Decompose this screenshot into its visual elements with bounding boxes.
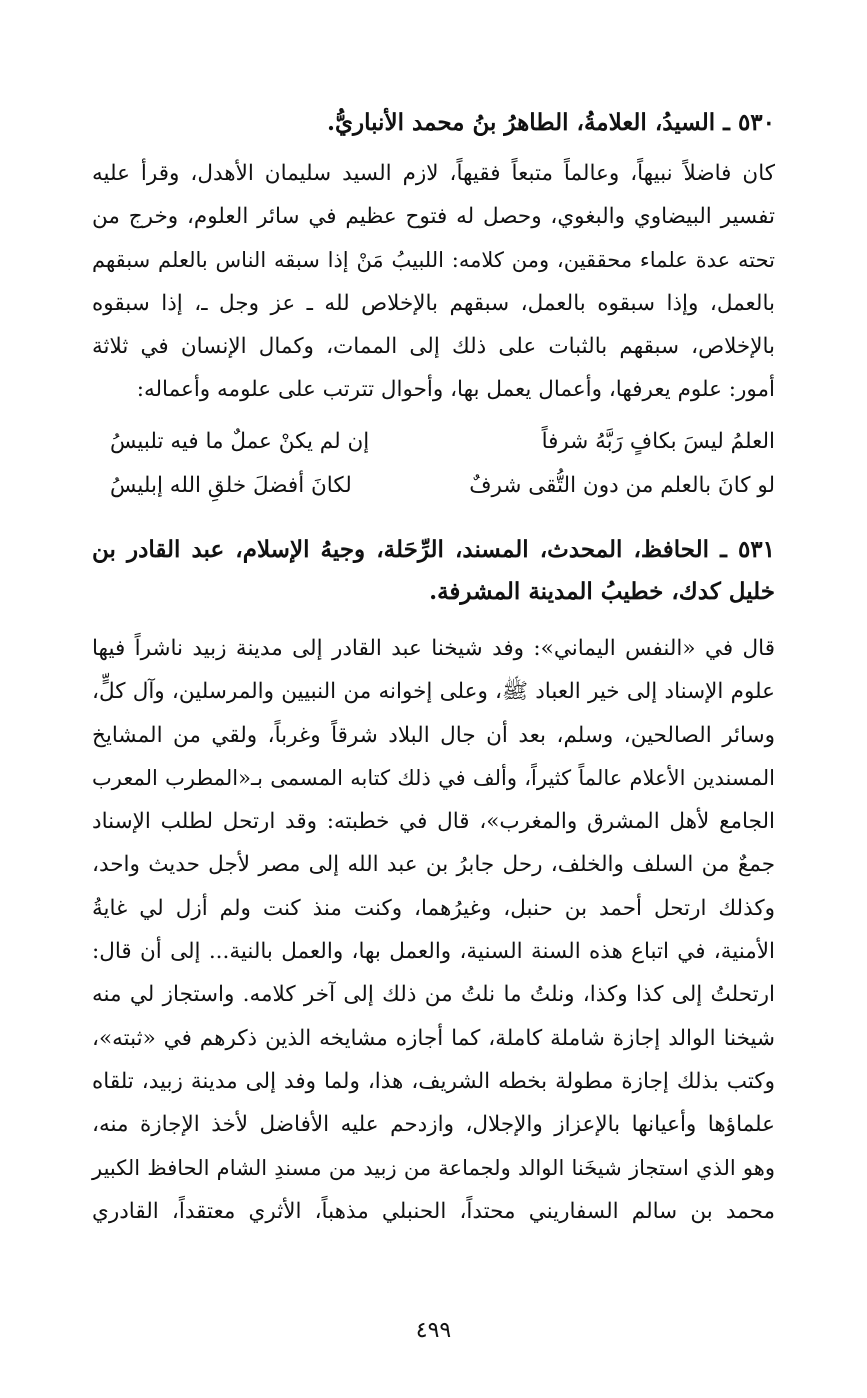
text-line: ارتحلتُ إلى كذا وكذا، ونلتُ ما نلتُ من ذلك إلى آخر كلامه. واستجاز لي منه — [92, 982, 775, 1008]
text-line: تفسير البيضاوي والبغوي، وحصل له فتوح عظيم في سائر العلوم، وخرج من — [92, 204, 775, 230]
text-line: وكتب بذلك إجازة مطولة بخطه الشريف، هذا، ولما وفد إلى مدينة زبيد، تلقاه — [92, 1068, 775, 1094]
entry-530-body — [92, 152, 775, 412]
text-line: المسندين الأعلام عالماً كثيراً، وألف في ذلك كتابه المسمى بـ«المطرب المعرب — [92, 765, 775, 790]
text-line: محمد بن سالم السفاريني محتداً، الحنبلي مذهباً، الأثري معتقداً، القادري — [92, 1198, 775, 1224]
poem — [92, 420, 775, 508]
heading-line: ٥٣١ ـ الحافظ، المحدث، المسند، الرِّحَلة، وجيهُ الإسلام، عبد القادر بن — [92, 536, 775, 563]
text-line: وهو الذي استجاز شيخَنا الوالد ولجماعة من زبيد من مسندِ الشام الحافظ الكبير — [92, 1155, 775, 1180]
verse-first-hemistich: العلمُ ليسَ بكافٍ رَبَّهُ شرفاً — [541, 429, 775, 454]
text-line: جمعٌ من السلف والخلف، رحل جابرُ بن عبد الله إلى مصر لأجل حديث واحد، — [92, 852, 775, 878]
heading-line: ٥٣٠ ـ السيدُ، العلامةُ، الطاهرُ بنُ محمد الأنباريُّ. — [326, 109, 775, 136]
heading-line: خليل كدك، خطيبُ المدينة المشرفة. — [429, 578, 775, 605]
text-line: الأمنية، في اتباع هذه السنة السنية، والعمل بها، والعمل بالنية... إلى أن قال: — [92, 939, 775, 965]
text-line: كان فاضلاً نبيهاً، وعالماً متبعاً فقيهاً، لازم السيد سليمان الأهدل، وقرأ عليه — [92, 161, 775, 186]
verse-second-hemistich: إن لم يكنْ عملٌ ما فيه تلبيسُ — [110, 429, 370, 454]
text-line: أمور: علوم يعرفها، وأعمال يعمل بها، وأحوال تترتب على علومه وأعماله: — [136, 377, 775, 403]
verse-first-hemistich: لو كانَ بالعلم من دون التُّقى شرفٌ — [469, 473, 775, 498]
text-line: بالعمل، وإذا سبقوه بالعمل، سبقهم بالإخلاص لله ـ عز وجل ـ، إذا سبقوه — [92, 290, 775, 316]
text-line: تحته عدة علماء محققين، ومن كلامه: اللبيبُ مَنْ إذا سبقه الناس بالعلم سبقهم — [92, 247, 775, 272]
text-line: شيخنا الوالد إجازة شاملة كاملة، كما أجازه مشايخه الذين ذكرهم في «ثبته»، — [92, 1025, 775, 1051]
poem-verse — [92, 464, 775, 508]
entry-531-heading — [92, 529, 775, 613]
text-line: الجامع لأهل المشرق والمغرب»، قال في خطبته: وقد ارتحل لطلب الإسناد — [92, 809, 775, 835]
text-line: بالإخلاص، سبقهم بالثبات على ذلك إلى الممات، وكمال الإنسان في ثلاثة — [92, 334, 775, 360]
page-number: ٤٩٩ — [415, 1318, 452, 1343]
verse-second-hemistich: لكانَ أفضلَ خلقِ الله إبليسُ — [110, 473, 352, 498]
text-line: علوم الإسناد إلى خير العباد ﷺ، وعلى إخوانه من النبيين والمرسلين، وآل كلٍّ، — [92, 679, 775, 705]
entry-530-heading — [92, 102, 775, 144]
entry-531-body — [92, 627, 775, 1233]
poem-verse — [92, 420, 775, 464]
text-line: وسائر الصالحين، وسلم، بعد أن جال البلاد شرقاً وغرباً، ولقي من المشايخ — [92, 722, 775, 748]
text-line: وكذلك ارتحل أحمد بن حنبل، وغيرُهما، وكنت منذ كنت ولم أزل لي غايةُ — [92, 895, 775, 921]
text-line: قال في «النفس اليماني»: وفد شيخنا عبد القادر إلى مدينة زبيد ناشراً فيها — [92, 636, 775, 661]
text-line: علماؤها وأعيانها بالإعزاز والإجلال، وازدحم عليه الأفاضل لأخذ الإجازة منه، — [92, 1112, 775, 1138]
